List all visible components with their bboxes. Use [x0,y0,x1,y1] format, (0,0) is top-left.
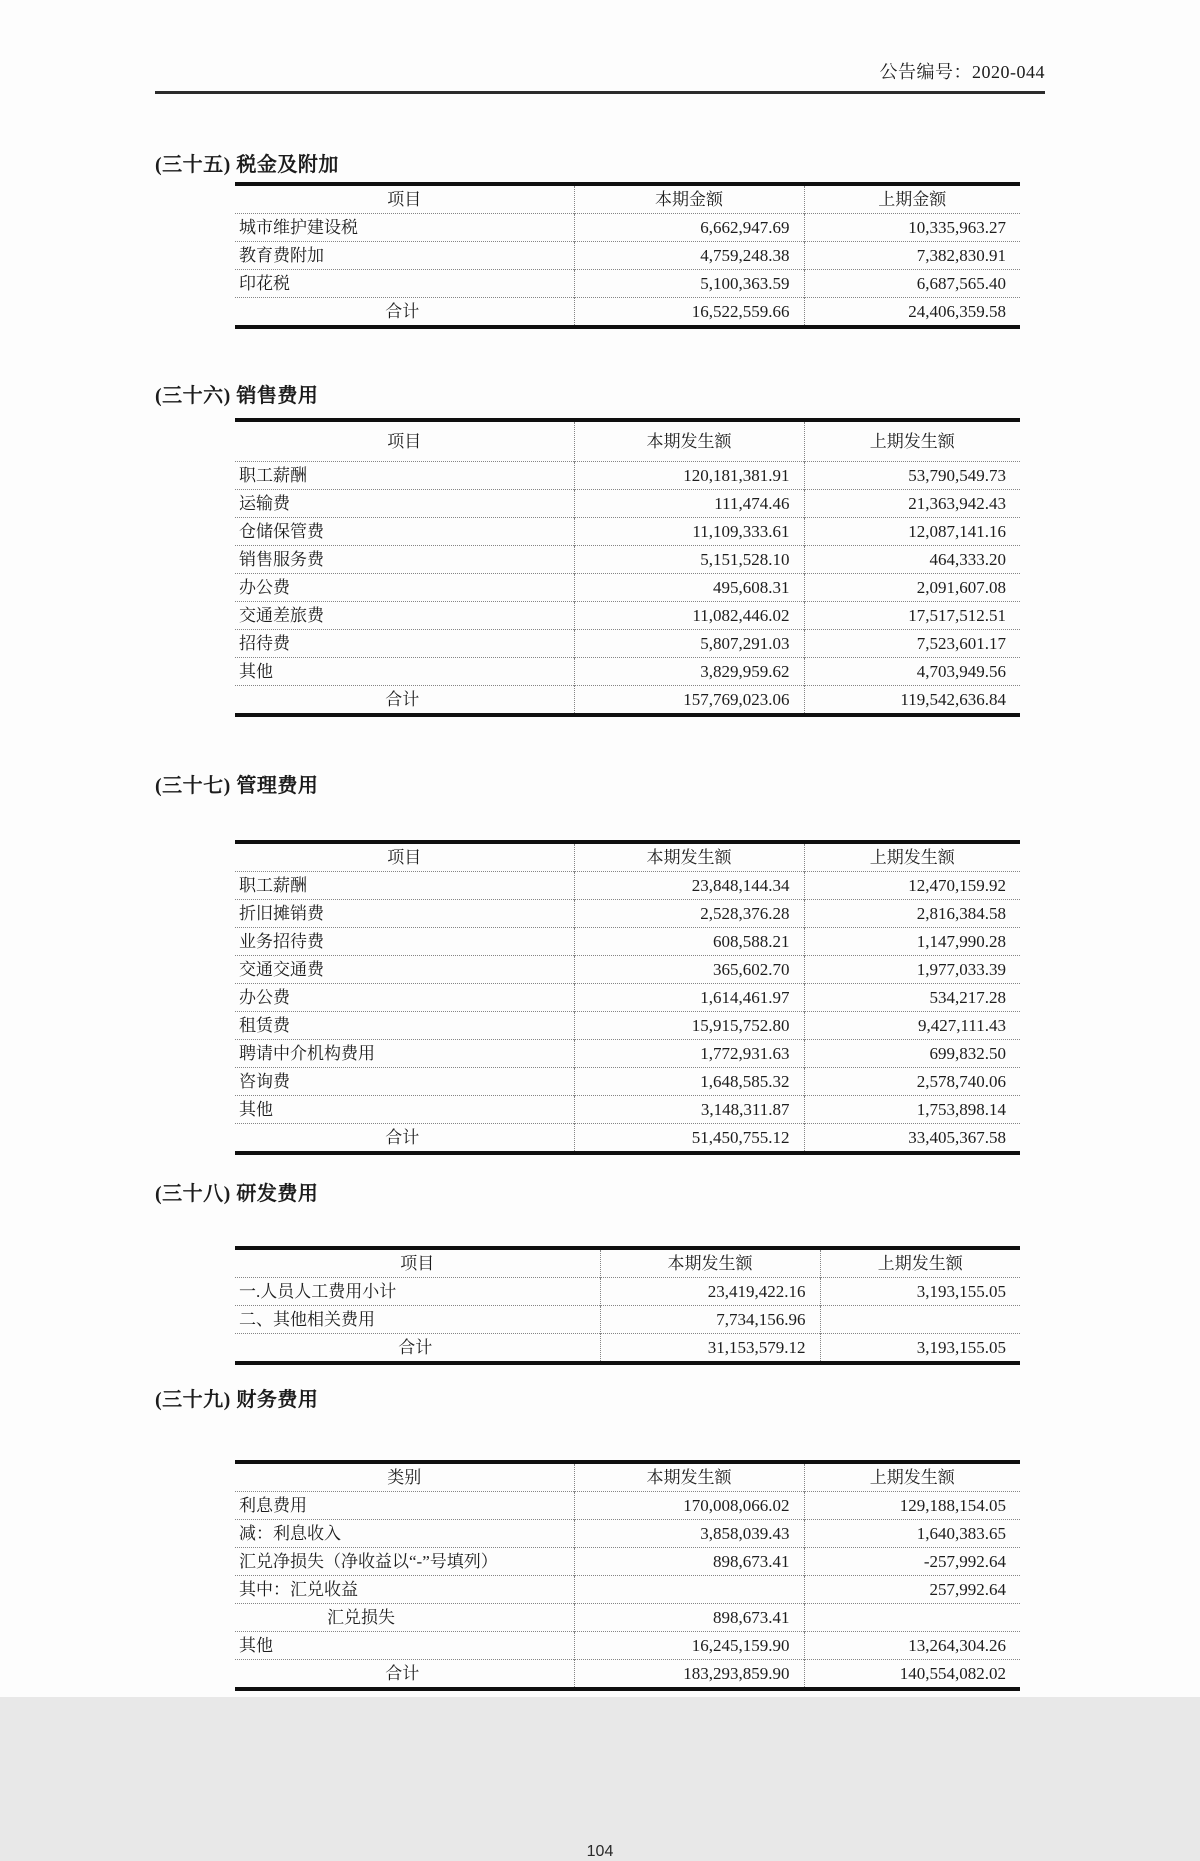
row-label: 招待费 [235,630,574,658]
table-row [235,630,1020,658]
table-row [235,242,1020,270]
table-row [235,1492,1020,1520]
admin-expenses-table [235,840,1020,1155]
total-label: 合计 [235,1660,574,1690]
table-row [235,214,1020,242]
prior-amount: 464,333.20 [804,546,1020,574]
current-amount: 4,759,248.38 [574,242,804,270]
row-label: 聘请中介机构费用 [235,1040,574,1068]
current-amount: 120,181,381.91 [574,462,804,490]
table-row [235,1012,1020,1040]
current-amount [574,1576,804,1604]
current-amount: 608,588.21 [574,928,804,956]
total-row [235,1124,1020,1154]
total-label: 合计 [235,686,574,716]
section-title: (三十八) 研发费用 [155,1183,319,1205]
table-row [235,546,1020,574]
table-row [235,490,1020,518]
table-row [235,462,1020,490]
current-amount: 3,829,959.62 [574,658,804,686]
current-amount: 6,662,947.69 [574,214,804,242]
prior-amount: 2,816,384.58 [804,900,1020,928]
prior-amount: 4,703,949.56 [804,658,1020,686]
current-amount: 1,648,585.32 [574,1068,804,1096]
current-amount: 365,602.70 [574,956,804,984]
total-label: 合计 [235,1334,600,1364]
taxes-table [235,182,1020,329]
table-row [235,1520,1020,1548]
prior-amount: 1,640,383.65 [804,1520,1020,1548]
current-amount: 5,807,291.03 [574,630,804,658]
prior-amount: 2,091,607.08 [804,574,1020,602]
row-label: 职工薪酬 [235,462,574,490]
section-title: (三十五) 税金及附加 [155,154,339,176]
row-label: 利息费用 [235,1492,574,1520]
prior-amount [820,1306,1020,1334]
prior-amount [804,1604,1020,1632]
col-header-prior: 上期发生额 [804,842,1020,872]
prior-amount: -257,992.64 [804,1548,1020,1576]
row-label: 其他 [235,1096,574,1124]
total-row [235,686,1020,716]
row-label: 其中：汇兑收益 [235,1576,574,1604]
table-row [235,1068,1020,1096]
prior-amount: 1,753,898.14 [804,1096,1020,1124]
prior-amount: 534,217.28 [804,984,1020,1012]
table-row [235,1576,1020,1604]
selling-expenses-table [235,418,1020,717]
table-row [235,658,1020,686]
total-current-amount: 31,153,579.12 [600,1334,820,1364]
total-prior-amount: 33,405,367.58 [804,1124,1020,1154]
col-header-current: 本期发生额 [600,1248,820,1278]
table-row [235,872,1020,900]
total-current-amount: 157,769,023.06 [574,686,804,716]
total-row [235,1334,1020,1364]
current-amount: 495,608.31 [574,574,804,602]
page-content [155,0,1045,1861]
col-header-current: 本期发生额 [574,420,804,462]
table-header-row [235,842,1020,872]
row-label: 二、其他相关费用 [235,1306,600,1334]
row-label: 咨询费 [235,1068,574,1096]
col-header-item: 项目 [387,848,422,867]
table-row [235,928,1020,956]
current-amount: 3,858,039.43 [574,1520,804,1548]
section-admin-expenses [155,769,1045,1155]
table-row [235,1096,1020,1124]
prior-amount: 9,427,111.43 [804,1012,1020,1040]
total-label: 合计 [235,1124,574,1154]
prior-amount: 17,517,512.51 [804,602,1020,630]
table-row [235,984,1020,1012]
table-row [235,518,1020,546]
col-header-item: 项目 [387,432,422,451]
total-label: 合计 [235,298,574,328]
table-row [235,1040,1020,1068]
section-title: (三十六) 销售费用 [155,385,319,407]
prior-amount: 1,977,033.39 [804,956,1020,984]
row-label: 仓储保管费 [235,518,574,546]
table-row [235,956,1020,984]
prior-amount: 257,992.64 [804,1576,1020,1604]
current-amount: 11,109,333.61 [574,518,804,546]
prior-amount: 3,193,155.05 [820,1278,1020,1306]
current-amount: 16,245,159.90 [574,1632,804,1660]
total-current-amount: 16,522,559.66 [574,298,804,328]
col-header-item: 项目 [400,1254,435,1273]
table-header-row [235,420,1020,462]
table-header-row [235,1462,1020,1492]
table-row [235,602,1020,630]
prior-amount: 12,470,159.92 [804,872,1020,900]
row-label: 一.人员人工费用小计 [235,1278,600,1306]
current-amount: 7,734,156.96 [600,1306,820,1334]
total-prior-amount: 119,542,636.84 [804,686,1020,716]
row-label: 职工薪酬 [235,872,574,900]
financial-expenses-table [235,1460,1020,1691]
announcement-number: 公告编号：2020-044 [879,62,1045,82]
table-header-row [235,184,1020,214]
row-label: 交通差旅费 [235,602,574,630]
col-header-prior: 上期发生额 [804,1462,1020,1492]
row-label: 印花税 [235,270,574,298]
current-amount: 111,474.46 [574,490,804,518]
page-number: 104 [586,1843,614,1860]
current-amount: 1,614,461.97 [574,984,804,1012]
prior-amount: 1,147,990.28 [804,928,1020,956]
prior-amount: 12,087,141.16 [804,518,1020,546]
total-prior-amount: 140,554,082.02 [804,1660,1020,1690]
current-amount: 15,915,752.80 [574,1012,804,1040]
current-amount: 5,100,363.59 [574,270,804,298]
section-taxes-and-surcharges [155,148,1045,329]
doc-header [155,0,1045,94]
table-row [235,1604,1020,1632]
current-amount: 1,772,931.63 [574,1040,804,1068]
total-current-amount: 183,293,859.90 [574,1660,804,1690]
col-header-prior: 上期金额 [804,184,1020,214]
col-header-current: 本期发生额 [574,842,804,872]
current-amount: 898,673.41 [574,1548,804,1576]
section-title: (三十九) 财务费用 [155,1389,319,1411]
total-row [235,298,1020,328]
current-amount: 23,848,144.34 [574,872,804,900]
rd-expenses-table [235,1246,1020,1365]
col-header-category: 类别 [387,1468,422,1487]
current-amount: 2,528,376.28 [574,900,804,928]
table-header-row [235,1248,1020,1278]
section-rd-expenses [155,1177,1045,1365]
section-title: (三十七) 管理费用 [155,775,319,797]
table-row [235,1306,1020,1334]
row-label: 教育费附加 [235,242,574,270]
col-header-prior: 上期发生额 [804,420,1020,462]
col-header-item: 项目 [387,190,422,209]
row-label: 运输费 [235,490,574,518]
table-row [235,1632,1020,1660]
section-financial-expenses [155,1383,1045,1691]
current-amount: 11,082,446.02 [574,602,804,630]
prior-amount: 53,790,549.73 [804,462,1020,490]
prior-amount: 13,264,304.26 [804,1632,1020,1660]
table-row [235,1278,1020,1306]
prior-amount: 7,382,830.91 [804,242,1020,270]
row-label: 城市维护建设税 [235,214,574,242]
prior-amount: 699,832.50 [804,1040,1020,1068]
total-row [235,1660,1020,1690]
row-label: 其他 [235,658,574,686]
prior-amount: 21,363,942.43 [804,490,1020,518]
prior-amount: 2,578,740.06 [804,1068,1020,1096]
row-label: 租赁费 [235,1012,574,1040]
row-label: 汇兑净损失（净收益以“-”号填列） [235,1548,574,1576]
current-amount: 898,673.41 [574,1604,804,1632]
total-current-amount: 51,450,755.12 [574,1124,804,1154]
row-label: 办公费 [235,574,574,602]
row-label: 其他 [235,1632,574,1660]
row-label: 办公费 [235,984,574,1012]
col-header-current: 本期金额 [574,184,804,214]
current-amount: 23,419,422.16 [600,1278,820,1306]
total-prior-amount: 3,193,155.05 [820,1334,1020,1364]
prior-amount: 129,188,154.05 [804,1492,1020,1520]
total-prior-amount: 24,406,359.58 [804,298,1020,328]
row-label: 交通交通费 [235,956,574,984]
current-amount: 3,148,311.87 [574,1096,804,1124]
table-row [235,270,1020,298]
table-row [235,1548,1020,1576]
current-amount: 5,151,528.10 [574,546,804,574]
row-label: 减：利息收入 [235,1520,574,1548]
current-amount: 170,008,066.02 [574,1492,804,1520]
row-label: 折旧摊销费 [235,900,574,928]
prior-amount: 6,687,565.40 [804,270,1020,298]
prior-amount: 10,335,963.27 [804,214,1020,242]
table-row [235,900,1020,928]
col-header-current: 本期发生额 [574,1462,804,1492]
col-header-prior: 上期发生额 [820,1248,1020,1278]
section-selling-expenses [155,379,1045,717]
row-label: 业务招待费 [235,928,574,956]
row-label: 销售服务费 [235,546,574,574]
prior-amount: 7,523,601.17 [804,630,1020,658]
table-row [235,574,1020,602]
row-label: 汇兑损失 [235,1604,574,1632]
